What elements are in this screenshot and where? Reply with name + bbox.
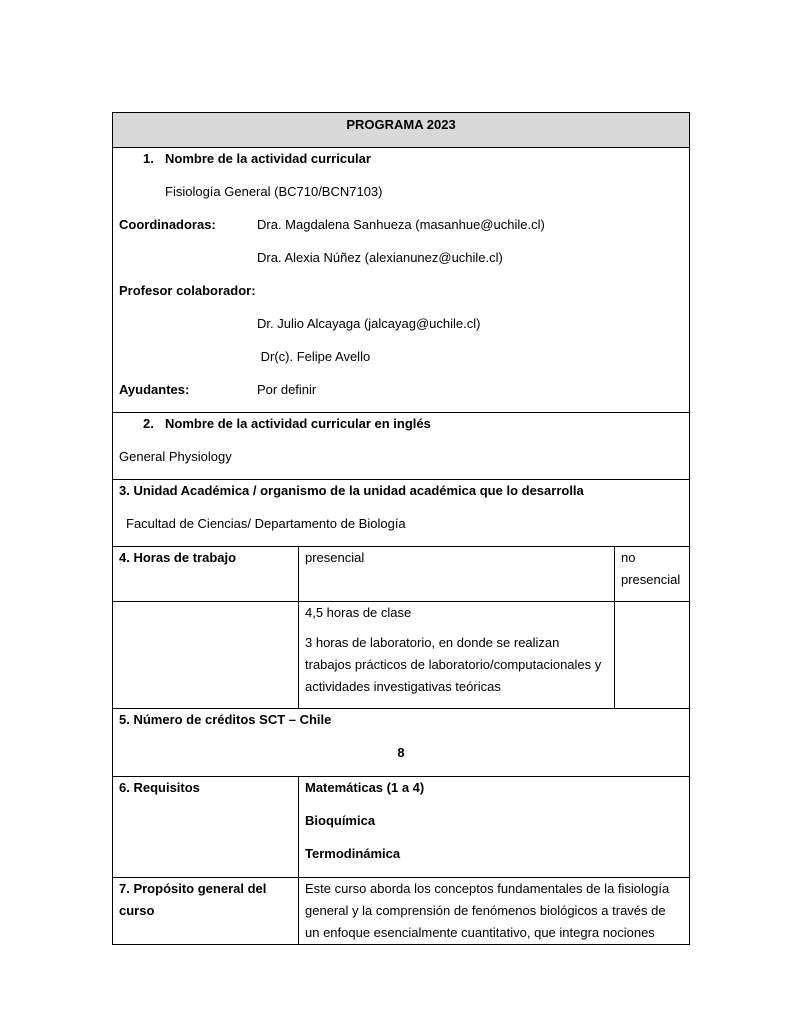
section-7-row	[113, 878, 690, 945]
section-4-values-row	[113, 602, 690, 709]
assistants-label: Ayudantes:	[119, 382, 190, 397]
section-2-row	[113, 413, 690, 480]
assistants-row	[119, 379, 683, 401]
requirement-1: Matemáticas (1 a 4)	[305, 780, 425, 795]
coordinator-1: Dra. Magdalena Sanhueza (masanhue@uchile.cl)	[257, 217, 545, 232]
section-1-row	[113, 148, 690, 413]
section-1-heading-text: Nombre de la actividad curricular	[165, 151, 371, 166]
purpose-value: Este curso aborda los conceptos fundamentales de la fisiología general y la comprensión de fenómenos biológicos a través de un enfoque esencialmente cuantitativo, que integra nociones	[299, 878, 690, 945]
purpose-label: 7. Propósito general del curso	[113, 878, 299, 945]
section-5-heading: 5. Número de créditos SCT – Chile	[119, 712, 332, 727]
lab-hours: 3 horas de laboratorio, en donde se realizan trabajos prácticos de laboratorio/computacionales y actividades investigativas teóricas	[305, 635, 602, 694]
section-4-header-row	[113, 547, 690, 602]
coordinator-2: Dra. Alexia Núñez (alexianunez@uchile.cl)	[257, 250, 503, 265]
program-table	[112, 112, 690, 945]
presencial-header: presencial	[299, 547, 615, 602]
no-presencial-values	[615, 602, 690, 709]
requirement-3: Termodinámica	[305, 846, 401, 861]
section-1-number: 1.	[143, 151, 154, 166]
requirement-2: Bioquímica	[305, 813, 376, 828]
class-hours: 4,5 horas de clase	[305, 605, 412, 620]
title-row	[113, 113, 690, 148]
work-hours-empty	[113, 602, 299, 709]
section-5-row	[113, 709, 690, 777]
section-3-heading: 3. Unidad Académica / organismo de la unidad académica que lo desarrolla	[119, 483, 584, 498]
coordinators-row	[119, 214, 683, 236]
academic-unit: Facultad de Ciencias/ Departamento de Biología	[126, 516, 406, 531]
section-1-heading	[119, 148, 683, 170]
requirements-label: 6. Requisitos	[113, 777, 299, 878]
english-name: General Physiology	[119, 449, 232, 464]
assistants-value: Por definir	[257, 382, 317, 397]
section-1-cell	[113, 148, 690, 413]
credits-value: 8	[397, 745, 405, 760]
professor-label: Profesor colaborador:	[119, 283, 256, 298]
no-presencial-header: no presencial	[615, 547, 690, 602]
section-5-cell	[113, 709, 690, 777]
section-2-number: 2.	[143, 416, 154, 431]
requirements-values	[299, 777, 690, 878]
section-2-cell	[113, 413, 690, 480]
section-3-cell	[113, 480, 690, 547]
section-6-row	[113, 777, 690, 878]
presencial-values	[299, 602, 615, 709]
section-2-heading	[119, 413, 683, 435]
coordinators-label: Coordinadoras:	[119, 217, 216, 232]
section-2-heading-text: Nombre de la actividad curricular en inglés	[165, 416, 431, 431]
work-hours-label: 4. Horas de trabajo	[113, 547, 299, 602]
program-title: PROGRAMA 2023	[113, 113, 690, 148]
course-name: Fisiología General (BC710/BCN7103)	[165, 184, 383, 199]
section-3-row	[113, 480, 690, 547]
professor-2: Dr(c). Felipe Avello	[257, 349, 371, 364]
professor-1: Dr. Julio Alcayaga (jalcayag@uchile.cl)	[257, 316, 481, 331]
